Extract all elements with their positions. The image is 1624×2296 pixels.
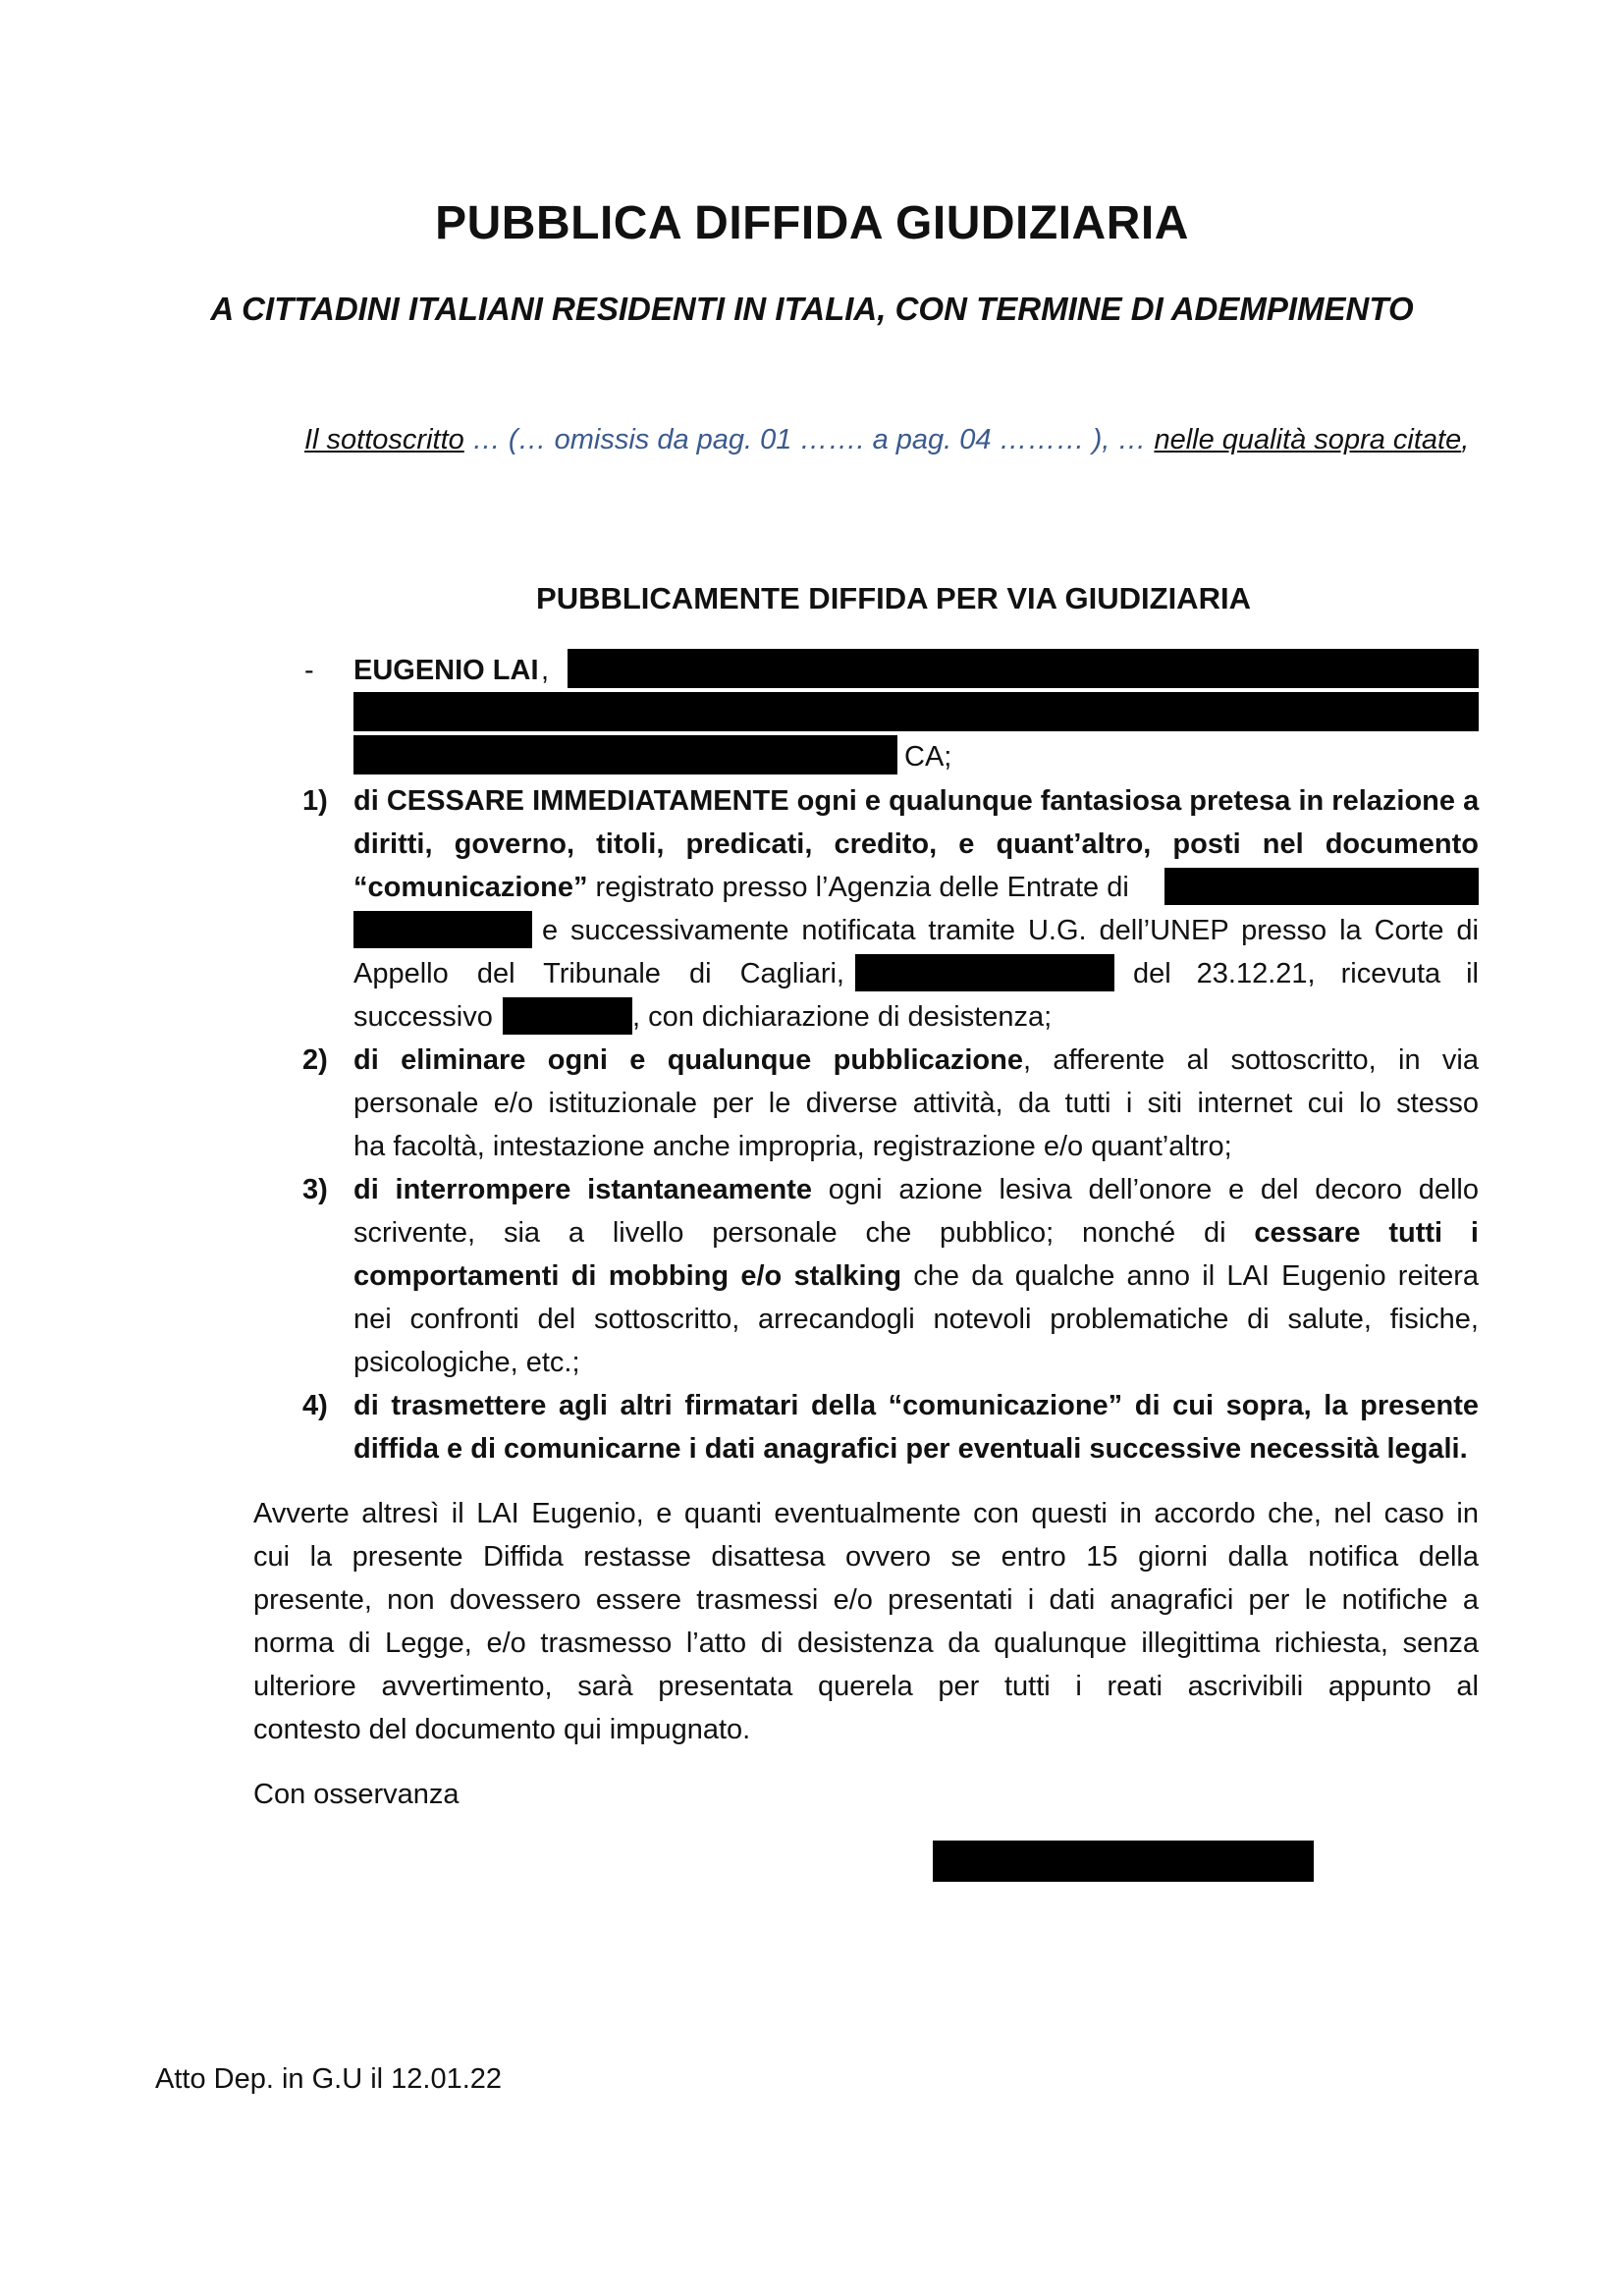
redaction-bar bbox=[353, 692, 1479, 731]
item-marker: 2) bbox=[302, 1044, 328, 1076]
intro-qualities: nelle qualità sopra citate bbox=[1154, 424, 1462, 455]
recipient-dash: - bbox=[304, 655, 314, 686]
item-marker: 1) bbox=[302, 785, 328, 817]
item-1-line-1: di CESSARE IMMEDIATAMENTE ogni e qualunque fantasiosa pretesa in relazione a bbox=[353, 785, 1480, 817]
signature-redaction bbox=[933, 1841, 1314, 1882]
intro-omissis: … (… omissis da pag. 01 ……. a pag. 04 ……… ), … bbox=[463, 424, 1155, 455]
recipient-comma: , bbox=[541, 655, 550, 686]
intro-comma: , bbox=[1461, 424, 1470, 455]
item-2-line-1: di eliminare ogni e qualunque pubblicazione, afferente al sottoscritto, in via bbox=[353, 1044, 1480, 1076]
item-3-line-4: nei confronti del sottoscritto, arrecandogli notevoli problematiche di salute, fisiche, bbox=[353, 1304, 1479, 1335]
closing-line-2: cui la presente Diffida restasse disattesa ovvero se entro 15 giorni dalla notifica della bbox=[253, 1541, 1479, 1573]
item-1-line-4: e successivamente notificata tramite U.G. dell’UNEP presso la Corte di bbox=[542, 915, 1479, 946]
closing-line-5: ulteriore avvertimento, sarà presentata querela per tutti i reati ascrivibili appunto al bbox=[253, 1671, 1479, 1702]
item-marker: 4) bbox=[302, 1390, 328, 1421]
redaction-bar bbox=[568, 649, 1479, 688]
salutation: Con osservanza bbox=[253, 1779, 460, 1810]
closing-line-4: norma di Legge, e/o trasmesso l’atto di desistenza da qualunque illegittima richiesta, senza bbox=[253, 1628, 1479, 1659]
document-title: PUBBLICA DIFFIDA GIUDIZIARIA bbox=[435, 197, 1189, 249]
footer-note: Atto Dep. in G.U il 12.01.22 bbox=[155, 2063, 503, 2095]
closing-line-1: Avverte altresì il LAI Eugenio, e quanti eventualmente con questi in accordo che, nel caso in bbox=[253, 1498, 1479, 1529]
item-1-line-6b: , con dichiarazione di desistenza; bbox=[632, 1001, 1053, 1033]
item-3-line-1: di interrompere istantaneamente ogni azione lesiva dell’onore e del decoro dello bbox=[353, 1174, 1479, 1205]
item-1-line-5a: Appello del Tribunale di Cagliari, bbox=[353, 958, 844, 989]
item-2-line-2: personale e/o istituzionale per le diverse attività, da tutti i siti internet cui lo stesso bbox=[353, 1088, 1479, 1119]
closing-line-3: presente, non dovessero essere trasmessi e/o presentati i dati anagrafici per le notifiche a bbox=[253, 1584, 1479, 1616]
redaction-bar bbox=[855, 954, 1114, 991]
item-1-line-5b: del 23.12.21, ricevuta il bbox=[1133, 958, 1479, 989]
item-4-line-2: diffida e di comunicarne i dati anagrafici per eventuali successive necessità legali. bbox=[353, 1433, 1468, 1465]
intro-line bbox=[304, 424, 1483, 456]
item-1-line-6a: successivo bbox=[353, 1001, 493, 1033]
intro-subject: Il sottoscritto bbox=[304, 424, 464, 455]
redaction-bar bbox=[1164, 868, 1479, 905]
item-1-line-3: “comunicazione” registrato presso l’Agenzia delle Entrate di bbox=[353, 872, 1129, 903]
redaction-bar bbox=[353, 735, 897, 774]
item-marker: 3) bbox=[302, 1174, 328, 1205]
item-3-line-2: scrivente, sia a livello personale che pubblico; nonché di cessare tutti i bbox=[353, 1217, 1479, 1249]
item-3-line-5: psicologiche, etc.; bbox=[353, 1347, 580, 1378]
recipient-name: EUGENIO LAI bbox=[353, 655, 539, 686]
section-heading: PUBBLICAMENTE DIFFIDA PER VIA GIUDIZIARIA bbox=[536, 581, 1251, 615]
redaction-bar bbox=[503, 997, 632, 1035]
document-subtitle: A CITTADINI ITALIANI RESIDENTI IN ITALIA, CON TERMINE DI ADEMPIMENTO bbox=[210, 291, 1414, 327]
recipient-suffix: CA; bbox=[904, 741, 952, 773]
item-3-line-3: comportamenti di mobbing e/o stalking che da qualche anno il LAI Eugenio reitera bbox=[353, 1260, 1479, 1292]
item-1-line-2: diritti, governo, titoli, predicati, credito, e quant’altro, posti nel documento bbox=[353, 828, 1479, 860]
item-2-line-3: ha facoltà, intestazione anche impropria, registrazione e/o quant’altro; bbox=[353, 1131, 1232, 1162]
redaction-bar bbox=[353, 911, 532, 948]
item-4-line-1: di trasmettere agli altri firmatari della “comunicazione” di cui sopra, la presente bbox=[353, 1390, 1479, 1421]
closing-line-6: contesto del documento qui impugnato. bbox=[253, 1714, 751, 1745]
